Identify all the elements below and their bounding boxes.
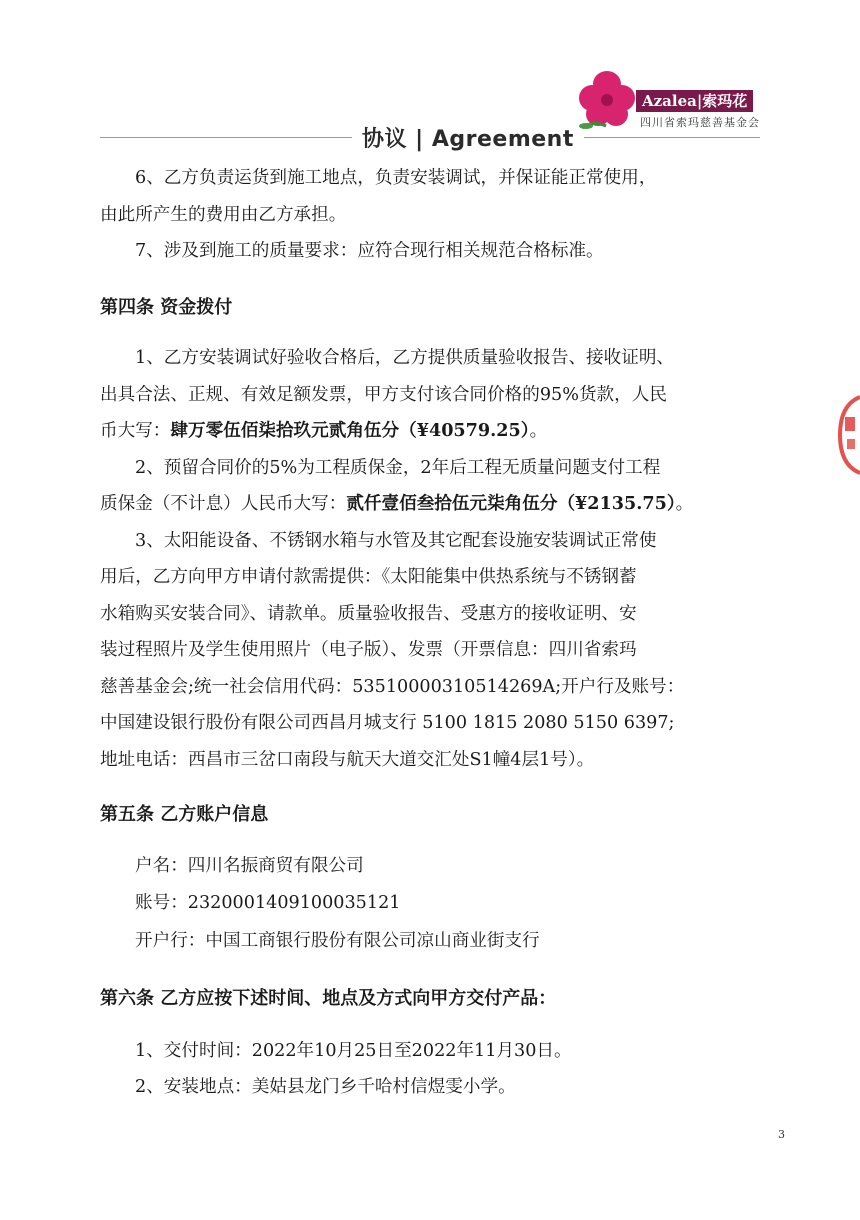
stamp-mark: [836, 395, 860, 475]
article-6-heading: 第六条 乙方应按下述时间、地点及方式向甲方交付产品：: [100, 988, 557, 1009]
logo-name: Azalea|索玛花: [636, 90, 753, 112]
a4-p1-line-1: 1、乙方安装调试好验收合格后，乙方提供质量验收报告、接收证明、: [135, 348, 675, 368]
clause-7: 7、涉及到施工的质量要求：应符合现行相关规范合格标准。: [135, 241, 604, 261]
account-number: 账号：2320001409100035121: [135, 893, 401, 913]
a4-p2-prefix: 质保金（不计息）人民币大写：: [100, 494, 347, 514]
a4-p1-amount: 肆万零伍佰柒拾玖元贰角伍分（¥40579.25）: [170, 420, 530, 441]
install-location: 2、安装地点：美姑县龙门乡千哈村信煜雯小学。: [135, 1077, 516, 1097]
article-4-heading: 第四条 资金拨付: [100, 297, 233, 318]
a4-p2-line-1: 2、预留合同价的5%为工程质保金，2年后工程无质量问题支付工程: [135, 457, 661, 478]
account-name: 户名：四川名振商贸有限公司: [135, 856, 364, 876]
a4-p1-line-3: [100, 413, 780, 450]
clause-items: [100, 160, 780, 270]
foundation-logo: [572, 64, 782, 134]
a4-p3-line-5: 慈善基金会;统一社会信用代码：53510000310514269A;开户行及账号：: [100, 676, 685, 697]
clause-6-line-1: 6、乙方负责运货到施工地点，负责安装调试，并保证能正常使用，: [135, 168, 657, 188]
article-4-body: [100, 340, 780, 778]
azalea-flower-icon: [572, 64, 642, 134]
a4-p3-line-1: 3、太阳能设备、不锈钢水箱与水管及其它配套设施安装调试正常使: [135, 530, 657, 551]
a4-p3-line-6: 中国建设银行股份有限公司西昌月城支行 5100 1815 2080 5150 6397;: [100, 713, 675, 733]
logo-subtitle: 四川省索玛慈善基金会: [640, 116, 760, 129]
article-5-heading: 第五条 乙方账户信息: [100, 804, 269, 825]
a4-p1-suffix: 。: [529, 421, 548, 441]
a4-p1-prefix: 币大写：: [100, 421, 171, 441]
delivery-time: 1、交付时间：2022年10月25日至2022年11月30日。: [135, 1041, 572, 1061]
a4-p2-line-2: [100, 486, 780, 523]
a4-p3-line-3: 水箱购买安装合同》、请款单。质量验收报告、受惠方的接收证明、安: [100, 603, 637, 624]
account-bank: 开户行：中国工商银行股份有限公司凉山商业街支行: [135, 931, 540, 951]
a4-p1-line-2: 出具合法、正规、有效足额发票，甲方支付该合同价格的95%货款，人民: [100, 384, 667, 405]
a4-p3-line-2: 用后，乙方向甲方申请付款需提供：《太阳能集中供热系统与不锈钢蓄: [100, 567, 637, 587]
page-number: 3: [778, 1128, 785, 1141]
a4-p2-amount: 贰仟壹佰叁拾伍元柒角伍分（¥2135.75）: [346, 493, 676, 514]
clause-6-line-2: 由此所产生的费用由乙方承担。: [100, 204, 347, 225]
a4-p3-line-4: 装过程照片及学生使用照片（电子版）、发票（开票信息：四川省索玛: [100, 640, 637, 660]
a4-p2-suffix: 。: [675, 494, 694, 514]
header-title: 协议 | Agreement: [352, 122, 584, 153]
a4-p3-line-7: 地址电话：西昌市三岔口南段与航天大道交汇处S1幢4层1号）。: [100, 749, 595, 770]
